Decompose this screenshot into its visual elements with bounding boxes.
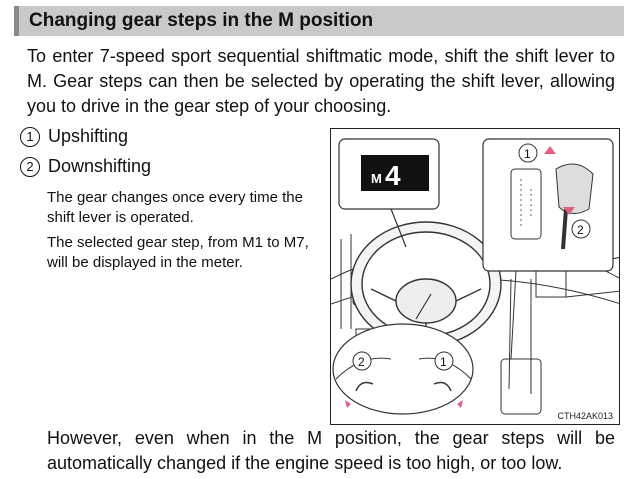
meter-display-prefix: M [371, 171, 382, 186]
figure-code: CTH42AK013 [557, 411, 613, 421]
paddle-callout-2: 2 [358, 355, 365, 369]
intro-paragraph: To enter 7-speed sport sequential shiftmatic mode, shift the shift lever to M. Gear steps can then be selected by operating the shift lever, allowing you to drive in the gear step of your choosing. [27, 46, 615, 116]
step-number-circle: 2 [20, 157, 40, 177]
note-meter-display: The selected gear step, from M1 to M7, will be displayed in the meter. [47, 234, 309, 271]
meter-display-gear: 4 [385, 160, 401, 191]
paddle-callout-1: 1 [440, 355, 447, 369]
outro-paragraph: However, even when in the M position, the gear steps will be automatically changed if the engine speed is too high, or too low. [47, 428, 615, 473]
step-upshifting [20, 126, 128, 147]
section-title: Changing gear steps in the M position [29, 10, 374, 31]
note-gear-change: The gear changes once every time the shift lever is operated. [47, 189, 303, 226]
step-downshifting [20, 156, 151, 177]
step-label: Upshifting [48, 126, 129, 146]
illustration-drawing [331, 129, 620, 425]
lever-callout-1: 1 [524, 147, 531, 161]
step-label: Downshifting [48, 156, 152, 176]
lever-callout-2: 2 [577, 223, 584, 237]
step-number-circle: 1 [20, 127, 40, 147]
shift-lever-illustration [330, 128, 620, 425]
section-header [14, 6, 624, 36]
